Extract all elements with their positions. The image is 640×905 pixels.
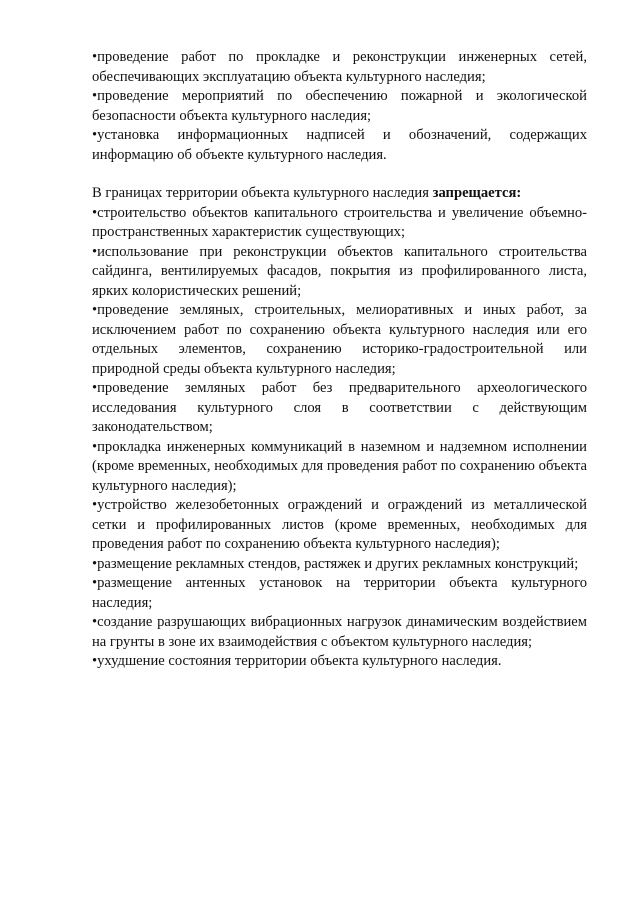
list-item-text: ухудшение состояния территории объекта культурного наследия. (97, 653, 502, 669)
paragraph-gap (92, 165, 587, 184)
list-item (92, 652, 587, 672)
list-item (92, 379, 587, 438)
list-item-text: проведение земляных, строительных, мелиоративных и иных работ, за исключением работ по сохранению объекта культурного наследия или его отдельных элементов, сохранению историко-градостроительной или природной среды объекта культурного наследия; (92, 302, 587, 377)
list-item-text: проведение земляных работ без предварительного археологического исследования культурного слоя в соответствии с действующим законодательством; (92, 380, 587, 435)
list-item (92, 243, 587, 302)
list-item-text: проведение работ по прокладке и реконструкции инженерных сетей, обеспечивающих эксплуатацию объекта культурного наследия; (92, 49, 587, 85)
list-item-text: проведение мероприятий по обеспечению пожарной и экологической безопасности объекта культурного наследия; (92, 88, 587, 124)
list-item-text: использование при реконструкции объектов капитального строительства сайдинга, вентилируемых фасадов, покрытия из профилированного листа, ярких колористических решений; (92, 243, 587, 299)
list-item (92, 126, 587, 165)
list-item (92, 87, 587, 126)
bullet: • (92, 653, 98, 669)
permitted-list (92, 48, 587, 165)
list-item (92, 496, 587, 555)
bullet: • (92, 380, 98, 396)
prohibited-list (92, 204, 587, 672)
prohibited-intro (92, 184, 587, 204)
bullet: • (92, 575, 98, 591)
list-item-text: создание разрушающих вибрационных нагрузок динамическим воздействием на грунты в зоне их взаимодействия с объектом культурного наследия; (92, 614, 587, 650)
document-page (92, 48, 587, 672)
bullet: • (92, 302, 98, 318)
list-item-text: размещение рекламных стендов, растяжек и других рекламных конструкций; (97, 555, 579, 572)
bullet: • (92, 497, 98, 513)
list-item (92, 204, 587, 243)
bullet: • (92, 555, 98, 572)
list-item (92, 301, 587, 379)
list-item-text: прокладка инженерных коммуникаций в наземном и надземном исполнении (кроме временных, необходимых для проведения работ по сохранению объекта культурного наследия); (92, 438, 587, 494)
list-item-text: строительство объектов капитального строительства и увеличение объемно-пространственных характеристик существующих; (92, 204, 587, 240)
list-item-text: устройство железобетонных ограждений и ограждений из металлической сетки и профилированных листов (кроме временных, необходимых для проведения работ по сохранению объекта культурного наследия); (92, 497, 587, 552)
bullet: • (92, 49, 98, 65)
list-item (92, 555, 587, 575)
intro-text: В границах территории объекта культурного наследия (92, 185, 433, 201)
list-item (92, 613, 587, 652)
list-item-text: установка информационных надписей и обозначений, содержащих информацию об объекте культурного наследия. (92, 127, 587, 163)
bullet: • (92, 438, 98, 455)
bullet: • (92, 88, 98, 104)
list-item (92, 438, 587, 497)
list-item (92, 574, 587, 613)
bullet: • (92, 614, 98, 630)
intro-emphasis: запрещается: (432, 185, 522, 201)
list-item-text: размещение антенных установок на территории объекта культурного наследия; (92, 575, 587, 611)
list-item (92, 48, 587, 87)
bullet: • (92, 127, 98, 143)
bullet: • (92, 243, 98, 260)
bullet: • (92, 204, 98, 221)
